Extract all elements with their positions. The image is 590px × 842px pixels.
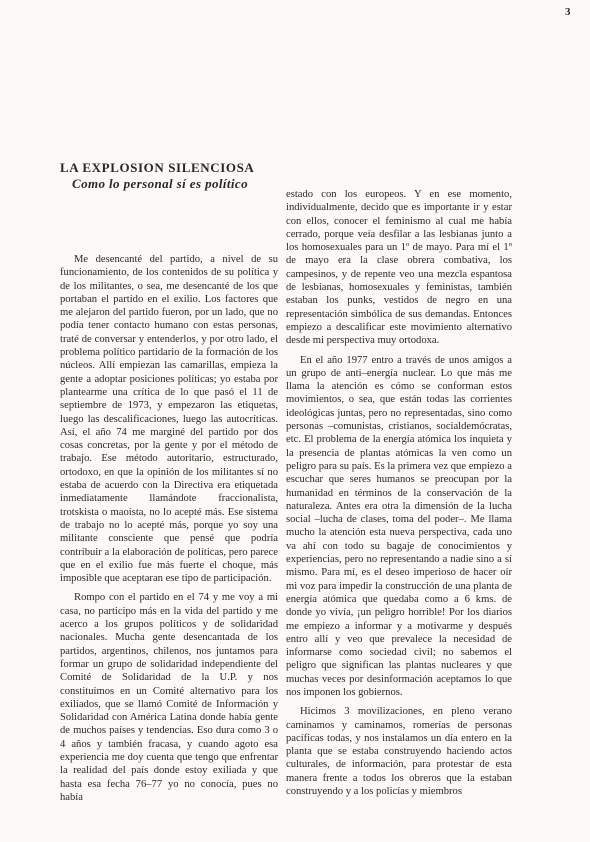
heading xyxy=(60,160,280,192)
left-column xyxy=(60,253,278,804)
paragraph: Rompo con el partido en el 74 y me voy a mi casa, no participo más en la vida del partido y me acerco a los grupos políticos y de solidaridad nacionales. Mucha gente desencantada de los partidos, argentinos, chilenos, nos juntamos para formar un grupo de solidaridad independiente del Comité de Solidaridad de la U.P. y nos constituimos en un Comité alternativo para los exiliados, que se llamó Comité de Información y Solidaridad con América Latina donde había gente de muchos países y tendencias. Eso dura como 3 o 4 años y también fracasa, y cuando agoto esa experiencia me doy cuenta que tengo que enfrentar la realidad del país donde estoy exiliada y que hasta esa fecha 76–77 yo no conocía, pues no había xyxy=(60,592,278,803)
paragraph: Me desencanté del partido, a nivel de su funcionamiento, de los contenidos de su política y de los militantes, o sea, me desencanté de los que portaban el partido en el exilio. Los factores que me alejaron del partido fueron, por un lado, que no podía tener contacto humano con estas personas, traté de conversar y entenderlos, y por otro lado, el problema político partidario de la formación de los núcleos. Allí empiezan las camarillas, empieza la gente a adoptar posiciones políticas; yo estaba por plantearme una crítica de lo que pasó el 11 de septiembre de 1973, y empezaron las etiquetas, luego las descalificaciones, luego las autocríticas. Así, el año 74 me marginé del partido por dos cosas concretas, por la gente y por el método de trabajo. Ese método autoritario, estructurado, ortodoxo, en que la opinión de los militantes sí no estaba de acuerdo con la Directiva era etiquetada inmediatamente llamándote fraccionalista, trotskista o maoísta, no lo acepté más. Ese sistema de trabajo no lo acepté más, porque yo soy una militante consciente que pensé que podría contribuir a la elaboración de políticas, pero parece que en el exilio fue más fuerte el choque, más imposible que aceptaran ese tipo de participación. xyxy=(60,254,278,585)
right-column xyxy=(286,188,512,798)
article-title: LA EXPLOSION SILENCIOSA xyxy=(60,160,255,175)
page-number: 3 xyxy=(565,6,571,18)
article-subtitle: Como lo personal sí es político xyxy=(72,176,248,191)
paragraph: En el año 1977 entro a través de unos amigos a un grupo de anti–energía nuclear. Lo que más me llama la atención es cómo se conforman estos movimientos, o sea, que están todas las corrientes ideológicas juntas, pero no representadas, sino como personas –comunistas, cristianos, socialdemócratas, etc. El problema de la energía atómica los inquieta y la presencia de plantas atómicas la ven como un peligro para su país. Es la primera vez que empiezo a escuchar que seres humanos se preocupan por la humanidad en términos de la conservación de la naturaleza. Antes era otra la dimensión de la lucha social –lucha de clases, toma del poder–. Me llama mucho la atención esta nueva perspectiva, cada uno va ahí con todo su bagaje de conocimientos y experiencias, pero no representando a nadie sino a sí mismo. Para mí, es el deseo imperioso de hacer oír mi voz para impedir la construcción de una planta de energía atómica que quedaba como a 6 kms. de donde yo vivía, ¡un peligro horrible! Por los diarios me empiezo a informar y a motivarme y después entro allí y veo que prevalece la necesidad de informarse como sociedad civil; no sabemos el peligro que significan las plantas nucleares y que muchas veces por desinformación aceptamos lo que nos imponen los gobiernos. xyxy=(286,354,512,698)
paragraph: Hicimos 3 movilizaciones, en pleno verano caminamos y caminamos, romerías de personas pacíficas todas, y nos instalamos un día entero en la planta que se estaba construyendo haciendo actos culturales, de información, para protestar de esta manera frente a todos los obreros que la estaban construyendo y a los policías y miembros xyxy=(286,706,512,798)
paragraph: estado con los europeos. Y en ese momento, individualmente, decido que es importante ir y estar con ellos, conocer el feminismo al cual me había cerrado, porque veía desfilar a las lesbianas junto a los homosexuales para un 1º de mayo. Para mí el 1º de mayo era la clase obrera combativa, los campesinos, y de repente veo una mezcla espantosa de lesbianas, homosexuales y feministas, también estaban los punks, vestidos de negro en una representación simbólica de sus demandas. Entonces empiezo a descalificar este movimiento alternativo desde mi perspectiva muy ortodoxa. xyxy=(286,189,512,347)
